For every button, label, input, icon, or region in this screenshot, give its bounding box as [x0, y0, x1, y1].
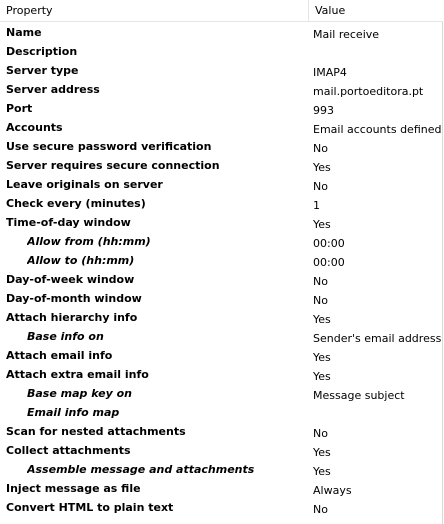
property-name: Server type [6, 64, 79, 77]
property-name: Email info map [27, 406, 120, 419]
property-name: Allow to (hh:mm) [27, 254, 135, 267]
property-row-accounts[interactable] [0, 118, 443, 137]
property-row-allow-to[interactable] [0, 251, 443, 270]
property-row-day-of-month-window[interactable] [0, 289, 443, 308]
property-column-header[interactable]: Property [6, 4, 53, 17]
property-row-attach-hierarchy-info[interactable] [0, 308, 443, 327]
property-value[interactable]: 00:00 [313, 237, 345, 250]
property-value[interactable]: Yes [313, 446, 331, 459]
property-row-attach-email-info[interactable] [0, 346, 443, 365]
property-value[interactable]: No [313, 180, 328, 193]
property-row-name[interactable] [0, 23, 443, 42]
property-row-scan-nested-attachments[interactable] [0, 422, 443, 441]
property-row-convert-html[interactable] [0, 498, 443, 517]
property-name: Base info on [27, 330, 104, 343]
property-value[interactable]: Message subject [313, 389, 405, 402]
property-row-base-map-key-on[interactable] [0, 384, 443, 403]
property-value[interactable]: 993 [313, 104, 334, 117]
property-value[interactable]: No [313, 503, 328, 516]
property-value[interactable]: Mail receive [313, 28, 380, 41]
property-name: Name [6, 26, 42, 39]
property-name: Server address [6, 83, 100, 96]
property-row-server-address[interactable] [0, 80, 443, 99]
property-name: Leave originals on server [6, 178, 163, 191]
property-value[interactable]: No [313, 427, 328, 440]
property-name: Inject message as file [6, 482, 141, 495]
property-value[interactable]: Yes [313, 370, 331, 383]
property-value[interactable]: 1 [313, 199, 320, 212]
property-row-day-of-week-window[interactable] [0, 270, 443, 289]
property-row-time-of-day-window[interactable] [0, 213, 443, 232]
property-name: Day-of-week window [6, 273, 135, 286]
property-row-leave-originals[interactable] [0, 175, 443, 194]
property-name: Attach hierarchy info [6, 311, 138, 324]
grid-header [0, 0, 443, 22]
property-name: Attach extra email info [6, 368, 149, 381]
property-value[interactable]: Yes [313, 218, 331, 231]
property-name: Assemble message and attachments [27, 463, 255, 476]
property-name: Scan for nested attachments [6, 425, 186, 438]
property-value[interactable]: mail.portoeditora.pt [313, 85, 424, 98]
property-row-email-info-map[interactable] [0, 403, 443, 422]
property-rows [0, 23, 443, 517]
property-name: Check every (minutes) [6, 197, 146, 210]
property-value[interactable]: Always [313, 484, 352, 497]
property-name: Port [6, 102, 33, 115]
property-value[interactable]: No [313, 294, 328, 307]
property-value[interactable]: Yes [313, 161, 331, 174]
property-value[interactable]: Sender's email address [313, 332, 441, 345]
property-row-attach-extra-email-info[interactable] [0, 365, 443, 384]
property-name: Use secure password verification [6, 140, 212, 153]
property-row-port[interactable] [0, 99, 443, 118]
property-row-description[interactable] [0, 42, 443, 61]
property-value[interactable]: Yes [313, 465, 331, 478]
property-value[interactable]: No [313, 275, 328, 288]
property-value[interactable]: Yes [313, 313, 331, 326]
property-value[interactable]: Email accounts defined [313, 123, 441, 136]
property-row-secure-password[interactable] [0, 137, 443, 156]
property-name: Time-of-day window [6, 216, 131, 229]
property-value[interactable]: No [313, 142, 328, 155]
property-row-assemble-message[interactable] [0, 460, 443, 479]
property-name: Convert HTML to plain text [6, 501, 174, 514]
property-value[interactable]: Yes [313, 351, 331, 364]
property-value[interactable]: 00:00 [313, 256, 345, 269]
property-name: Description [6, 45, 78, 58]
value-column-header[interactable]: Value [308, 0, 443, 21]
property-row-secure-connection[interactable] [0, 156, 443, 175]
property-row-allow-from[interactable] [0, 232, 443, 251]
property-name: Server requires secure connection [6, 159, 220, 172]
property-row-inject-message-as-file[interactable] [0, 479, 443, 498]
property-row-check-every[interactable] [0, 194, 443, 213]
property-name: Day-of-month window [6, 292, 142, 305]
property-name: Allow from (hh:mm) [27, 235, 151, 248]
property-name: Base map key on [27, 387, 133, 400]
property-name: Collect attachments [6, 444, 131, 457]
property-name: Accounts [6, 121, 63, 134]
property-row-base-info-on[interactable] [0, 327, 443, 346]
property-row-collect-attachments[interactable] [0, 441, 443, 460]
property-row-server-type[interactable] [0, 61, 443, 80]
property-value[interactable]: IMAP4 [313, 66, 347, 79]
property-name: Attach email info [6, 349, 113, 362]
